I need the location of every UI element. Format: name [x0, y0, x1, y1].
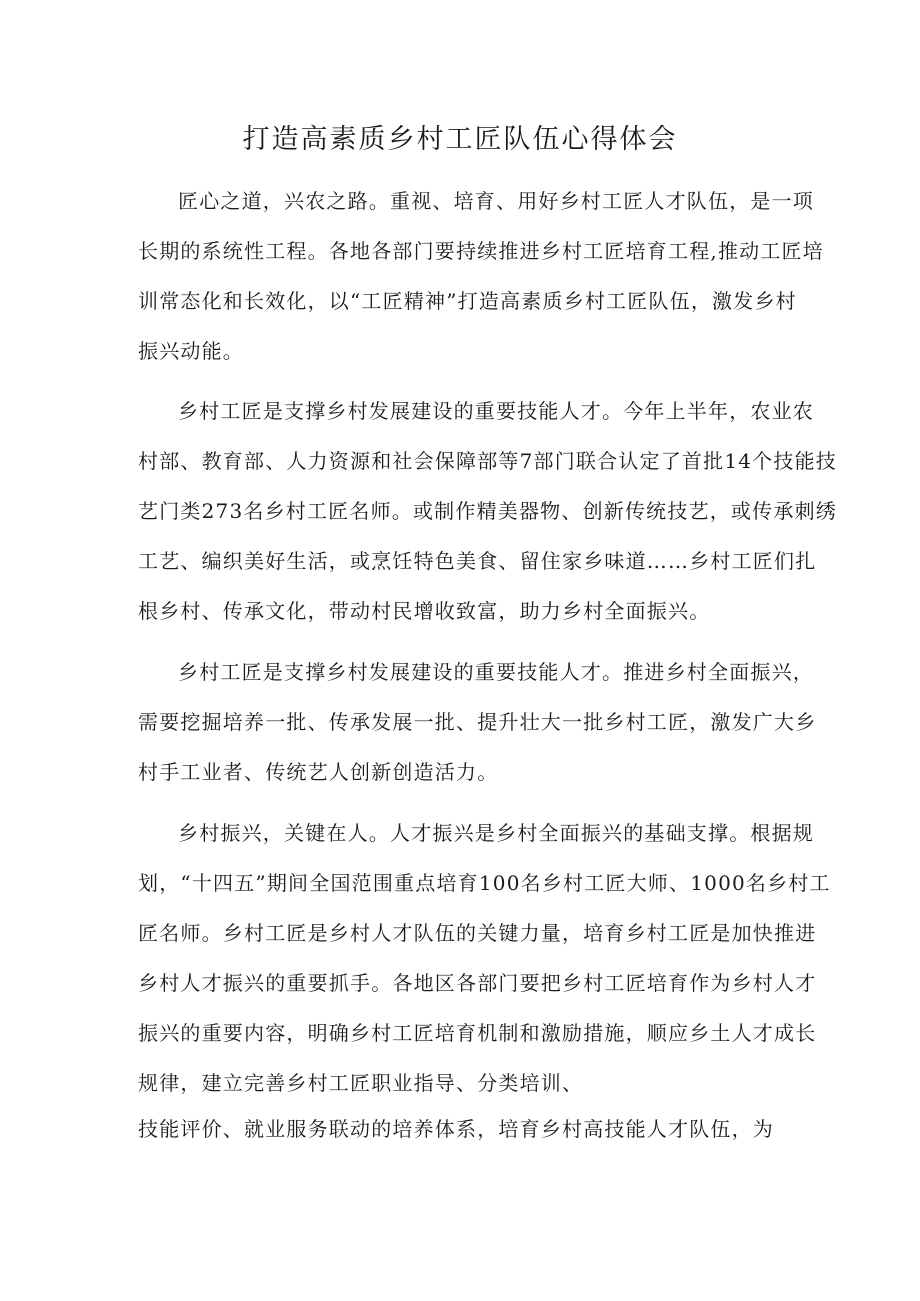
paragraph-line: 乡村工匠是支撑乡村发展建设的重要技能人才。推进乡村全面振兴，	[178, 660, 814, 684]
paragraph-line: 村手工业者、传统艺人创新创造活力。	[138, 760, 499, 784]
paragraph-line: 艺门类273名乡村工匠名师。或制作精美器物、创新传统技艺，或传承刺绣	[138, 499, 837, 523]
paragraph-line: 乡村工匠是支撑乡村发展建设的重要技能人才。今年上半年，农业农	[178, 399, 814, 423]
paragraph-line: 振兴动能。	[138, 339, 244, 363]
paragraph-line: 匠心之道，兴农之路。重视、培育、用好乡村工匠人才队伍，是一项	[178, 189, 814, 213]
document-title: 打造高素质乡村工匠队伍心得体会	[242, 124, 678, 155]
paragraph-line: 工艺、编织美好生活，或烹饪特色美食、留住家乡味道……乡村工匠们扎	[138, 549, 817, 573]
paragraph-line: 需要挖掘培养一批、传承发展一批、提升壮大一批乡村工匠，激发广大乡	[138, 710, 817, 734]
paragraph-line: 规律，建立完善乡村工匠职业指导、分类培训、	[138, 1071, 584, 1095]
paragraph-line: 长期的系统性工程。各地各部门要持续推进乡村工匠培育工程,推动工匠培	[138, 239, 824, 263]
paragraph-line: 振兴的重要内容，明确乡村工匠培育机制和激励措施，顺应乡土人才成长	[138, 1021, 817, 1045]
paragraph-line: 划，“十四五”期间全国范围重点培育100名乡村工匠大师、1000名乡村工	[138, 871, 831, 895]
paragraph-line: 技能评价、就业服务联动的培养体系，培育乡村高技能人才队伍，为	[138, 1117, 774, 1141]
paragraph-line: 根乡村、传承文化，带动村民增收致富，助力乡村全面振兴。	[138, 599, 711, 623]
paragraph-line: 乡村人才振兴的重要抓手。各地区各部门要把乡村工匠培育作为乡村人才	[138, 971, 817, 995]
paragraph-line: 训常态化和长效化，以“工匠精神”打造高素质乡村工匠队伍，激发乡村	[138, 289, 797, 313]
paragraph-line: 乡村振兴，关键在人。人才振兴是乡村全面振兴的基础支撑。根据规	[178, 821, 814, 845]
paragraph-line: 村部、教育部、人力资源和社会保障部等7部门联合认定了首批14个技能技	[138, 449, 837, 473]
paragraph-line: 匠名师。乡村工匠是乡村人才队伍的关键力量，培育乡村工匠是加快推进	[138, 921, 817, 945]
